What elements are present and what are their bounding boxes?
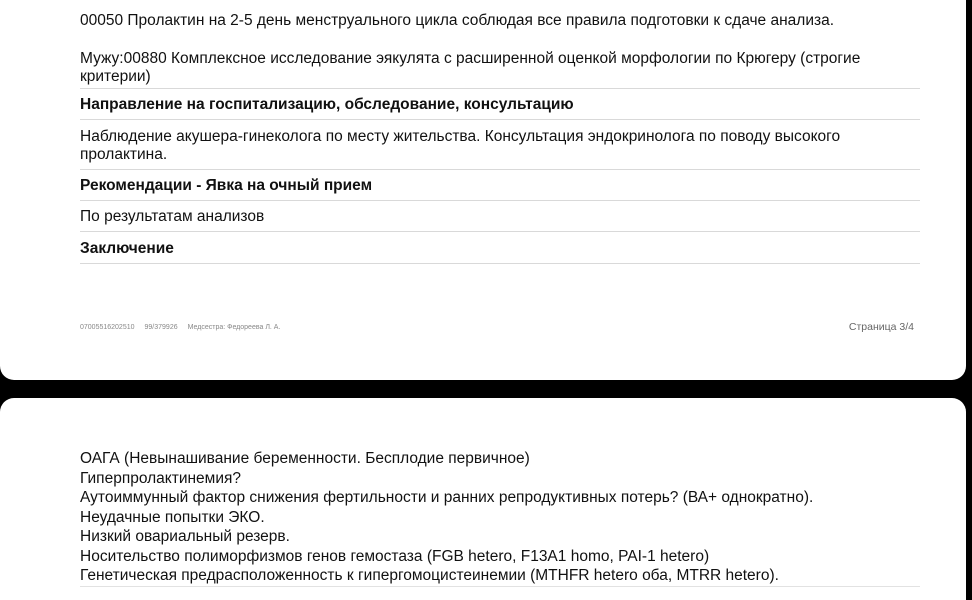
conclusion-line: Гиперпролактинемия? [80, 469, 241, 487]
footer-nurse: Медсестра: Федореева Л. А. [187, 323, 281, 331]
analysis-item-prolactin: 00050 Пролактин на 2-5 день менструального цикла соблюдая все правила подготовки к сдаче анализа. [80, 12, 835, 29]
recommendations-heading: Рекомендации - Явка на очный прием [80, 170, 920, 201]
conclusion-list [80, 449, 920, 586]
recommendations-text: По результатам анализов [80, 201, 920, 232]
footer-record-number: 99/379926 [144, 323, 178, 331]
conclusion-line: Низкий овариальный резерв. [80, 528, 290, 545]
footer-code: 07005516202510 [80, 323, 135, 331]
referral-heading: Направление на госпитализацию, обследование, консультацию [80, 89, 920, 120]
conclusion-heading: Заключение [80, 232, 920, 264]
conclusion-line: Аутоиммунный фактор снижения фертильности и ранних репродуктивных потерь? (ВА+ однократно). [80, 489, 814, 506]
conclusion-line: Генетическая предрасположенность к гипергомоцистеинемии (MTHFR hetero оба, MTRR hetero). [80, 567, 779, 584]
referral-text: Наблюдение акушера-гинеколога по месту жительства. Консультация эндокринолога по поводу высокого пролактина. [80, 120, 920, 170]
conclusion-line: ОАГА (Невынашивание беременности. Бесплодие первичное) [80, 450, 530, 467]
divider [80, 586, 920, 587]
conclusion-line: Неудачные попытки ЭКО. [80, 508, 265, 526]
page-footer [80, 321, 914, 333]
page-number: Страница 3/4 [848, 321, 914, 333]
conclusion-line: Носительство полиморфизмов генов гемостаза (FGB hetero, F13A1 homo, PAI-1 hetero) [80, 547, 710, 565]
analysis-list [80, 12, 920, 264]
analysis-item-husband: Мужу:00880 Комплексное исследование эякулята с расширенной оценкой морфологии по Крюгеру (строгие критерии) [80, 50, 920, 89]
